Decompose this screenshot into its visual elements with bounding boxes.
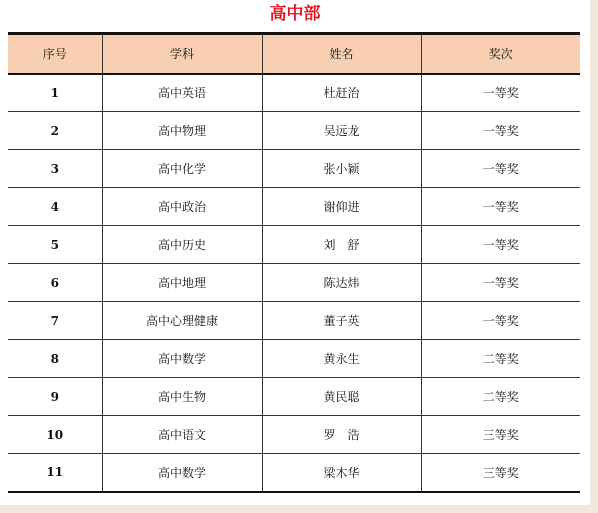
cell-name: 董子英 — [262, 302, 421, 340]
cell-award: 一等奖 — [421, 150, 580, 188]
cell-name: 黄民聪 — [262, 378, 421, 416]
cell-subject: 高中心理健康 — [102, 302, 262, 340]
cell-award: 一等奖 — [421, 74, 580, 112]
cell-name: 黄永生 — [262, 340, 421, 378]
cell-name: 梁木华 — [262, 454, 421, 492]
table-body — [8, 74, 580, 492]
cell-index: 5 — [8, 226, 102, 264]
award-table — [8, 32, 580, 493]
header-award: 奖次 — [421, 34, 580, 74]
cell-subject: 高中政治 — [102, 188, 262, 226]
table-row — [8, 226, 580, 264]
cell-name: 陈达炜 — [262, 264, 421, 302]
cell-award: 二等奖 — [421, 340, 580, 378]
table-row — [8, 454, 580, 492]
cell-subject: 高中数学 — [102, 340, 262, 378]
cell-subject: 高中语文 — [102, 416, 262, 454]
table-row — [8, 150, 580, 188]
cell-index: 8 — [8, 340, 102, 378]
section-title: 高中部 — [269, 4, 321, 24]
header-index: 序号 — [8, 34, 102, 74]
cell-subject: 高中历史 — [102, 226, 262, 264]
cell-subject: 高中地理 — [102, 264, 262, 302]
cell-subject: 高中数学 — [102, 454, 262, 492]
cell-index: 1 — [8, 74, 102, 112]
cell-index: 10 — [8, 416, 102, 454]
cell-award: 一等奖 — [421, 112, 580, 150]
cell-index: 4 — [8, 188, 102, 226]
header-row — [8, 34, 580, 74]
cell-award: 一等奖 — [421, 302, 580, 340]
table-header — [8, 34, 580, 74]
cell-index: 9 — [8, 378, 102, 416]
cell-index: 6 — [8, 264, 102, 302]
cell-name: 吴远龙 — [262, 112, 421, 150]
table-row — [8, 302, 580, 340]
cell-name: 谢仰进 — [262, 188, 421, 226]
cell-award: 一等奖 — [421, 188, 580, 226]
cell-award: 二等奖 — [421, 378, 580, 416]
cell-index: 2 — [8, 112, 102, 150]
table-row — [8, 188, 580, 226]
cell-subject: 高中英语 — [102, 74, 262, 112]
cell-index: 7 — [8, 302, 102, 340]
table-row — [8, 416, 580, 454]
table-row — [8, 112, 580, 150]
cell-award: 一等奖 — [421, 264, 580, 302]
header-subject: 学科 — [102, 34, 262, 74]
cell-name: 罗 浩 — [262, 416, 421, 454]
cell-award: 一等奖 — [421, 226, 580, 264]
cell-subject: 高中生物 — [102, 378, 262, 416]
cell-name: 杜赶治 — [262, 74, 421, 112]
cell-name: 刘 舒 — [262, 226, 421, 264]
cell-name: 张小颖 — [262, 150, 421, 188]
cell-subject: 高中物理 — [102, 112, 262, 150]
cell-award: 三等奖 — [421, 416, 580, 454]
cell-subject: 高中化学 — [102, 150, 262, 188]
header-name: 姓名 — [262, 34, 421, 74]
table-row — [8, 378, 580, 416]
table-row — [8, 264, 580, 302]
table-row — [8, 74, 580, 112]
table-row — [8, 340, 580, 378]
cell-award: 三等奖 — [421, 454, 580, 492]
cell-index: 11 — [8, 454, 102, 492]
cell-index: 3 — [8, 150, 102, 188]
